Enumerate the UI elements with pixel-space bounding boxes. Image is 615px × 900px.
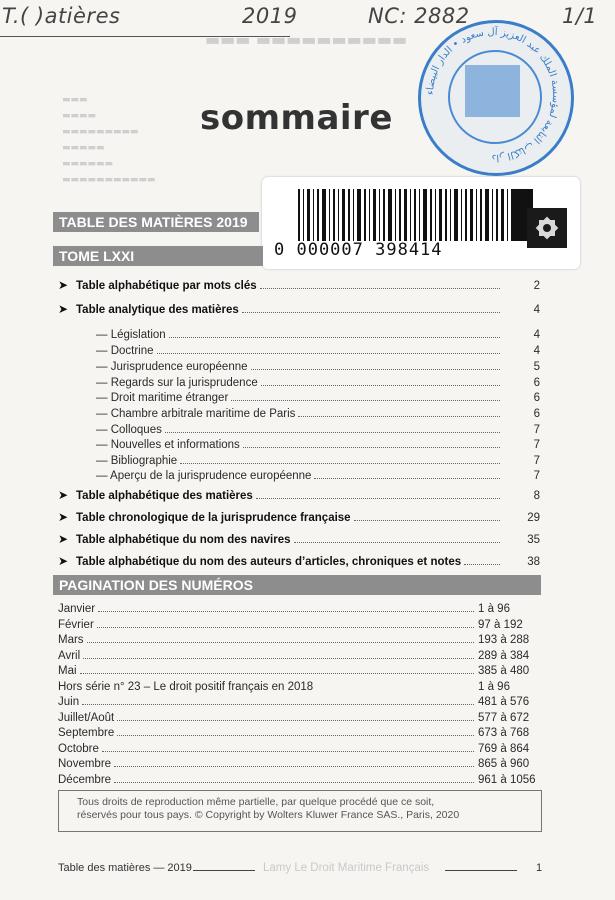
- footer-left: Table des matières — 2019: [58, 862, 192, 874]
- leader-dots: [98, 611, 474, 612]
- toc-row: [58, 298, 540, 316]
- arrow-bullet-icon: ➤: [58, 302, 69, 316]
- toc-header: TABLE DES MATIÈRES 2019: [53, 212, 259, 232]
- pagination-row-range: 673 à 768: [478, 727, 530, 739]
- leader-dots: [97, 627, 474, 628]
- leader-dots: [242, 312, 500, 313]
- toc-row-page: 2: [533, 280, 540, 292]
- toc-row-label: — Chambre arbitrale maritime de Paris: [96, 408, 296, 420]
- leader-dots: [256, 498, 500, 499]
- pagination-row: [58, 600, 540, 615]
- footer-rule-right: [445, 870, 517, 871]
- handwritten-note-code: NC: 2882: [368, 4, 470, 28]
- toc-row-page: 35: [527, 534, 540, 546]
- leader-dots: [157, 353, 500, 354]
- pagination-row: [58, 616, 540, 631]
- pagination-row-range: 193 à 288: [478, 634, 530, 646]
- pagination-row-range: 961 à 1056: [478, 774, 536, 786]
- pagination-row: [58, 724, 540, 739]
- toc-row-page: 6: [533, 377, 540, 389]
- toc-row-label: — Droit maritime étranger: [96, 392, 229, 404]
- pagination-row: [58, 662, 540, 677]
- toc-row: [58, 274, 540, 292]
- toc-row-label: Table alphabétique du nom des navires: [76, 534, 291, 546]
- leader-dots: [298, 416, 500, 417]
- pagination-row-label: Février: [58, 619, 94, 631]
- toc-row-page: 38: [527, 556, 540, 568]
- pagination-row: [58, 631, 540, 646]
- toc-row-label: Table alphabétique des matières: [76, 490, 253, 502]
- stamp-ring-text: دار الكتاب التابعة لمؤسسة الملك عبد العزيز آل سعود • الدار البيضاء: [424, 26, 562, 164]
- library-stamp-ring-text: [418, 20, 568, 170]
- leader-dots: [117, 735, 474, 736]
- pagination-row-label: Juillet/Août: [58, 712, 115, 724]
- bleed-through-text: ▬▬▬ ▬▬▬▬▬▬▬▬▬▬: [205, 30, 408, 49]
- toc-row-page: 7: [533, 455, 540, 467]
- pagination-row-label: Janvier: [58, 603, 96, 615]
- pagination-row-range: 289 à 384: [478, 650, 530, 662]
- copyright-line-2: réservés pour tous pays. © Copyright by Wolters Kluwer France SAS., Paris, 2020: [77, 809, 460, 821]
- footer-brand: Lamy Le Droit Maritime Français: [263, 862, 430, 874]
- leader-dots: [243, 447, 500, 448]
- pagination-row-label: Septembre: [58, 727, 115, 739]
- publisher-emblem-icon: [527, 208, 567, 248]
- svg-text:دار الكتاب التابعة لمؤسسة المل: [425, 25, 561, 163]
- toc-row-label: — Bibliographie: [96, 455, 178, 467]
- leader-dots: [83, 658, 474, 659]
- toc-row-label: Table analytique des matières: [76, 304, 239, 316]
- handwritten-note-year: 2019: [242, 4, 298, 28]
- leader-dots: [251, 369, 500, 370]
- footer-rule-left: [193, 870, 255, 871]
- pagination-row: [58, 709, 540, 724]
- pagination-row-range: 97 à 192: [478, 619, 523, 631]
- toc-row-label: Table chronologique de la jurisprudence française: [76, 512, 351, 524]
- toc-row-page: 7: [533, 424, 540, 436]
- arrow-bullet-icon: ➤: [58, 488, 69, 502]
- arrow-bullet-icon: ➤: [58, 532, 69, 546]
- leader-dots: [314, 478, 500, 479]
- pagination-row: [58, 771, 540, 786]
- toc-row-page: 8: [533, 490, 540, 502]
- copyright-line-1: Tous droits de reproduction même partielle, par quelque procédé que ce soit,: [77, 796, 435, 808]
- toc-row: [58, 528, 540, 546]
- toc-row-page: 29: [527, 512, 540, 524]
- leader-dots: [464, 564, 500, 565]
- tome-header: TOME LXXI: [53, 246, 263, 266]
- leader-dots: [169, 337, 500, 338]
- arrow-bullet-icon: ➤: [58, 510, 69, 524]
- pagination-row: [58, 755, 540, 770]
- toc-row-page: 4: [533, 345, 540, 357]
- pagination-row: [58, 693, 540, 708]
- leader-dots: [114, 766, 474, 767]
- leader-dots: [117, 720, 474, 721]
- pagination-row-range: 577 à 672: [478, 712, 530, 724]
- pagination-row-range: 1 à 96: [478, 681, 510, 693]
- pagination-row-label: Novembre: [58, 758, 112, 770]
- bleed-through-list: ▬▬▬ ▬▬▬▬ ▬▬▬▬▬▬▬▬▬ ▬▬▬▬▬ ▬▬▬▬▬▬ ▬▬▬▬▬▬▬▬▬▬▬: [62, 95, 156, 185]
- arrow-bullet-icon: ➤: [58, 278, 69, 292]
- toc-row-label: Table alphabétique du nom des auteurs d’articles, chroniques et notes: [76, 556, 462, 568]
- pagination-row: [58, 678, 540, 693]
- pagination-row-label: Hors série n° 23 – Le droit positif français en 2018: [58, 681, 314, 693]
- toc-row-page: 4: [533, 329, 540, 341]
- toc-row-label: — Jurisprudence européenne: [96, 361, 248, 373]
- leader-dots: [114, 782, 474, 783]
- page-title: sommaire: [200, 98, 393, 138]
- arrow-bullet-icon: ➤: [58, 554, 69, 568]
- pagination-row-range: 865 à 960: [478, 758, 530, 770]
- toc-row-page: 5: [533, 361, 540, 373]
- pagination-row-label: Mars: [58, 634, 84, 646]
- toc-row: [58, 464, 540, 482]
- pagination-row-label: Décembre: [58, 774, 112, 786]
- pagination-header: PAGINATION DES NUMÉROS: [53, 575, 541, 595]
- toc-row-page: 7: [533, 439, 540, 451]
- toc-row: [58, 550, 540, 568]
- handwritten-note-title: T.( )atières: [2, 4, 121, 28]
- toc-row: [58, 506, 540, 524]
- pagination-row-label: Octobre: [58, 743, 99, 755]
- leader-dots: [260, 288, 500, 289]
- pagination-row-range: 1 à 96: [478, 603, 510, 615]
- footer-page-number: 1: [536, 862, 543, 874]
- toc-row-page: 6: [533, 408, 540, 420]
- toc-row-label: — Doctrine: [96, 345, 154, 357]
- barcode-number: 0 000007 398414: [274, 240, 443, 260]
- leader-dots: [82, 704, 474, 705]
- toc-row-label: — Nouvelles et informations: [96, 439, 240, 451]
- pagination-row-label: Mai: [58, 665, 77, 677]
- pagination-row-range: 385 à 480: [478, 665, 530, 677]
- leader-dots: [231, 400, 500, 401]
- toc-row-label: Table alphabétique par mots clés: [76, 280, 257, 292]
- handwritten-note-fraction: 1/1: [562, 4, 598, 28]
- toc-row-label: — Aperçu de la jurisprudence européenne: [96, 470, 312, 482]
- toc-row-page: 6: [533, 392, 540, 404]
- pagination-row-label: Avril: [58, 650, 81, 662]
- toc-row-label: — Colloques: [96, 424, 162, 436]
- toc-row: [58, 484, 540, 502]
- pagination-row: [58, 647, 540, 662]
- leader-dots: [354, 520, 500, 521]
- leader-dots: [87, 642, 474, 643]
- leader-dots: [294, 542, 500, 543]
- pagination-row-range: 481 à 576: [478, 696, 530, 708]
- leader-dots: [102, 751, 474, 752]
- pagination-row: [58, 740, 540, 755]
- toc-row-page: 4: [533, 304, 540, 316]
- pagination-row-label: Juin: [58, 696, 80, 708]
- barcode-bars: [296, 189, 536, 241]
- copyright-notice: [58, 790, 542, 832]
- toc-row-page: 7: [533, 470, 540, 482]
- leader-dots: [80, 673, 474, 674]
- toc-row-label: — Regards sur la jurisprudence: [96, 377, 258, 389]
- toc-row-label: — Législation: [96, 329, 166, 341]
- pagination-row-range: 769 à 864: [478, 743, 530, 755]
